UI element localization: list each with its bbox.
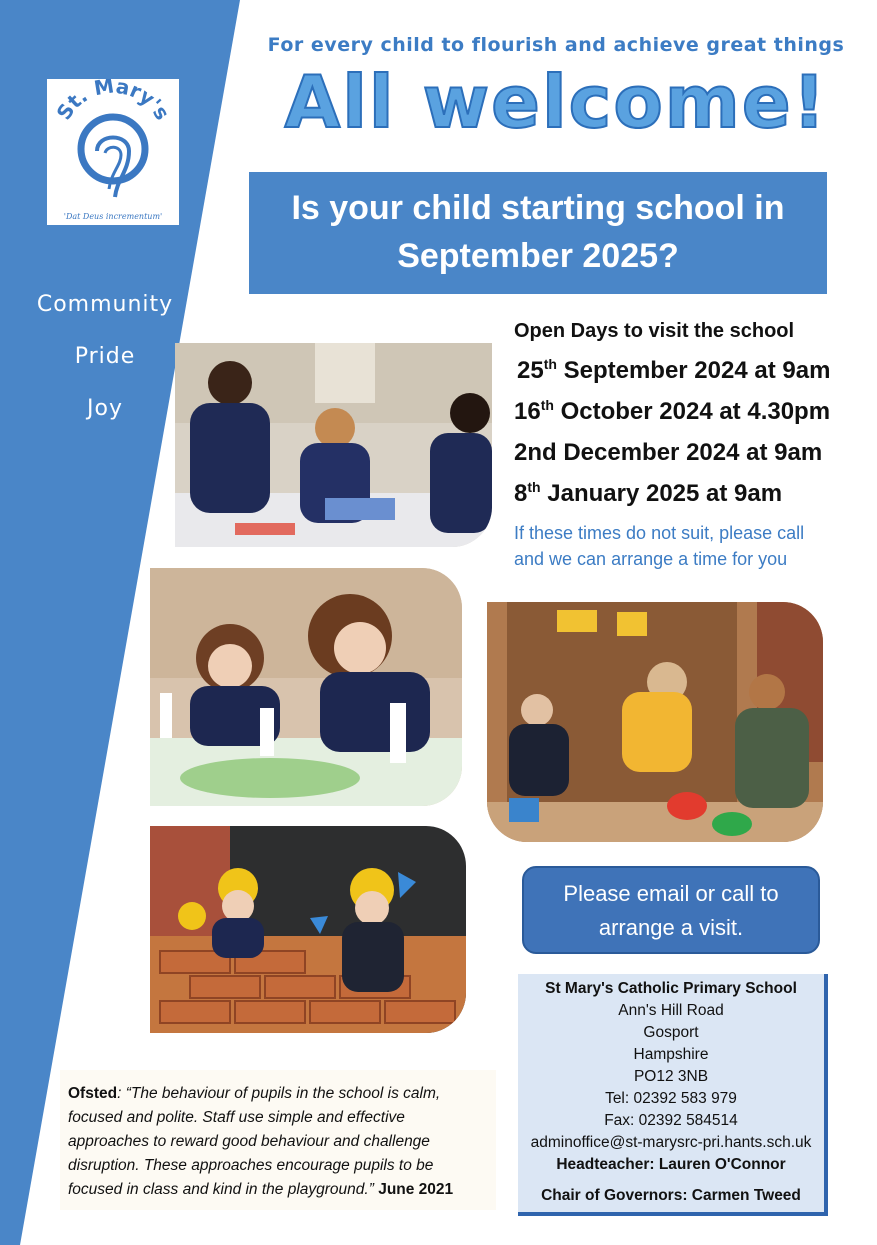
address-postcode: PO12 3NB [633, 1068, 709, 1085]
contact-details-box [518, 974, 828, 1216]
open-day-3: 2nd December 2024 at 9am [514, 439, 823, 466]
starting-school-banner [249, 172, 827, 294]
ofsted-quote-text: “The behaviour of pupils in the school is calm, focused and polite. Staff use simple and effective approaches to reward good behaviour and challenge disruption. These approaches encourage pupils to be focused in class and kind in the playground.” [68, 1085, 441, 1198]
school-logo [47, 79, 179, 225]
banner-line-2: September 2025? [397, 237, 679, 275]
open-day-2: 16th October 2024 at 4.30pm [514, 397, 831, 425]
value-joy: Joy [87, 396, 123, 421]
ofsted-quote: Ofsted: “The behaviour of pupils in the school is calm, focused and polite. Staff use simple and effective approaches to reward good behaviour and challenge disruption. These approaches encourage pupils to be focused in class and kind in the playground.” June 2021 [60, 1070, 496, 1210]
telephone: Tel: 02392 583 979 [605, 1090, 737, 1107]
address-line-1: Ann's Hill Road [618, 1002, 724, 1019]
address-line-3: Hampshire [633, 1046, 709, 1063]
classroom-painting-photo [175, 343, 492, 547]
open-days-title: Open Days to visit the school [514, 320, 795, 342]
value-pride: Pride [74, 344, 136, 369]
headteacher: Headteacher: Lauren O'Connor [556, 1156, 786, 1173]
ofsted-label: Ofsted [68, 1085, 118, 1102]
open-day-4: 8th January 2025 at 9am [514, 479, 783, 507]
open-day-1: 25th September 2024 at 9am [517, 356, 831, 384]
chair-of-governors: Chair of Governors: Carmen Tweed [541, 1187, 801, 1204]
email-address: adminoffice@st-marysrc-pri.hants.sch.uk [530, 1134, 812, 1151]
logo-motto: 'Dat Deus incrementum' [63, 212, 163, 221]
logo-name: St. Mary's [51, 79, 175, 125]
ofsted-date: June 2021 [373, 1181, 454, 1198]
glue-craft-photo [150, 568, 462, 806]
sandpit-play-photo [487, 602, 823, 842]
school-name: St Mary's Catholic Primary School [545, 980, 797, 997]
cta-line-1: Please email or call to [563, 881, 779, 906]
tagline: For every child to flourish and achieve great things [267, 34, 845, 56]
address-line-2: Gosport [643, 1024, 699, 1041]
value-community: Community [36, 292, 174, 317]
headline: All welcome! [284, 60, 828, 144]
fax: Fax: 02392 584514 [604, 1112, 738, 1129]
brick-building-photo [150, 826, 466, 1033]
banner-line-1: Is your child starting school in [291, 189, 785, 227]
arrange-visit-callout [522, 866, 820, 954]
alternative-times-note: If these times do not suit, please call and we can arrange a time for you [514, 523, 805, 569]
cta-line-2: arrange a visit. [598, 915, 744, 940]
